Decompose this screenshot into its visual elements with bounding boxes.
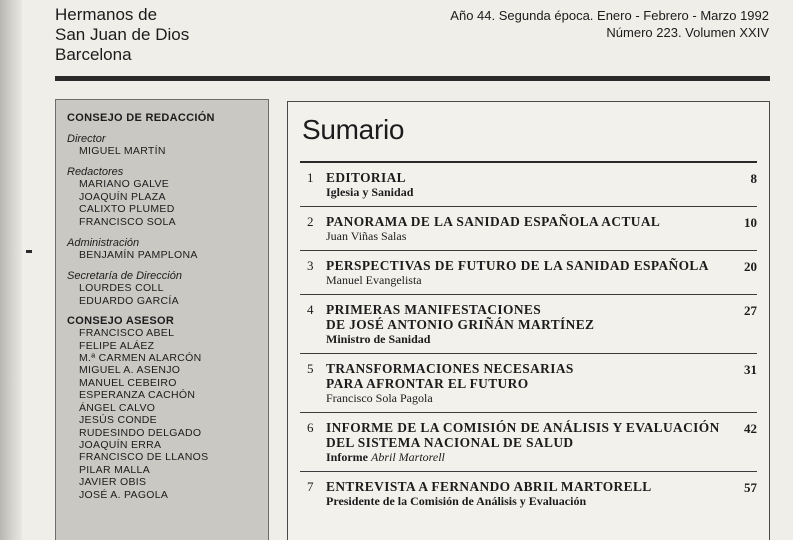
advisor-name: ÁNGEL CALVO (79, 401, 156, 414)
advisor-name: M.ª CARMEN ALARCÓN (79, 352, 202, 365)
issue-info (450, 7, 769, 41)
header-rule (55, 76, 770, 81)
entry-page-number: 10 (744, 215, 757, 230)
publisher-line: Barcelona (55, 45, 132, 64)
entry-title: PRIMERAS MANIFESTACIONES (326, 302, 542, 317)
editor-name: CALIXTO PLUMED (79, 203, 175, 216)
advisor-name: PILAR MALLA (79, 463, 150, 476)
entry-author: Juan Viñas Salas (326, 229, 407, 243)
advisor-name: FRANCISCO ABEL (79, 327, 175, 340)
issue-date-line: Año 44. Segunda época. Enero - Febrero - Marzo 1992 (450, 8, 769, 23)
entry-number: 3 (307, 258, 314, 273)
entry-number: 2 (307, 214, 314, 229)
editor-name: MARIANO GALVE (79, 178, 170, 191)
advisor-name: JESÚS CONDE (79, 414, 157, 427)
issue-number-line: Número 223. Volumen XXIV (606, 25, 769, 40)
entry-subtitle-italic: Abril Martorell (371, 450, 445, 464)
advisor-name: MIGUEL A. ASENJO (79, 364, 181, 377)
editor-name: JOAQUÍN PLAZA (79, 190, 166, 203)
advisory-board-list (67, 327, 258, 501)
advisor-name: FRANCISCO DE LLANOS (79, 451, 209, 464)
contents-entry[interactable] (300, 354, 757, 413)
entry-subtitle-prefix: Informe (326, 450, 368, 464)
director-name: MIGUEL MARTÍN (79, 145, 166, 157)
advisor-name: JAVIER OBIS (79, 476, 147, 489)
secretariat-label: Secretaría de Dirección (67, 270, 182, 283)
entry-subtitle (326, 450, 720, 465)
entry-title: PANORAMA DE LA SANIDAD ESPAÑOLA ACTUAL (326, 214, 661, 229)
entry-title-line-2: DE JOSÉ ANTONIO GRIÑÁN MARTÍNEZ (326, 317, 595, 332)
entry-author: Francisco Sola Pagola (326, 391, 433, 405)
entry-number: 4 (307, 302, 314, 317)
summary-title: Sumario (302, 114, 405, 145)
entry-title: PERSPECTIVAS DE FUTURO DE LA SANIDAD ESPAÑOLA (326, 258, 709, 273)
publisher-line: San Juan de Dios (55, 25, 190, 44)
advisor-name: JOSÉ A. PAGOLA (79, 488, 169, 501)
secretariat-name: EDUARDO GARCÍA (79, 294, 179, 307)
entry-subtitle: Ministro de Sanidad (326, 332, 431, 346)
advisory-board-heading: CONSEJO ASESOR (67, 315, 175, 328)
entry-title: INFORME DE LA COMISIÓN DE ANÁLISIS Y EVALUACIÓN (326, 420, 720, 435)
page-binding-edge (0, 0, 22, 540)
entry-page-number: 27 (744, 303, 757, 318)
table-of-contents (287, 101, 770, 540)
editors-label: Redactores (67, 166, 124, 179)
entry-page-number: 31 (744, 362, 757, 377)
editorial-board-heading: CONSEJO DE REDACCIÓN (67, 112, 215, 124)
contents-entry[interactable] (300, 472, 757, 515)
entry-title-line-2: PARA AFRONTAR EL FUTURO (326, 376, 529, 391)
director-label: Director (67, 133, 106, 145)
entry-page-number: 42 (744, 421, 757, 436)
advisor-name: RUDESINDO DELGADO (79, 426, 202, 439)
entry-title: ENTREVISTA A FERNANDO ABRIL MARTORELL (326, 479, 652, 494)
entry-page-number: 57 (744, 480, 757, 495)
entry-page-number: 8 (750, 171, 757, 186)
entry-number: 1 (307, 170, 314, 185)
contents-entry[interactable] (300, 163, 757, 207)
binding-mark (26, 250, 32, 253)
editorial-board-panel (55, 99, 269, 540)
entry-author: Manuel Evangelista (326, 273, 422, 287)
entry-title-line-2: DEL SISTEMA NACIONAL DE SALUD (326, 435, 574, 450)
entry-title: TRANSFORMACIONES NECESARIAS (326, 361, 574, 376)
entry-title: EDITORIAL (326, 170, 407, 185)
entry-page-number: 20 (744, 259, 757, 274)
publisher-name (55, 5, 189, 65)
entry-number: 7 (307, 479, 314, 494)
secretariat-name: LOURDES COLL (79, 282, 164, 295)
contents-entry[interactable] (300, 251, 757, 295)
advisor-name: ESPERANZA CACHÓN (79, 389, 196, 402)
administration-label: Administración (67, 237, 140, 250)
administration-name: BENJAMÍN PAMPLONA (79, 249, 198, 262)
contents-list (300, 163, 757, 515)
entry-subtitle: Iglesia y Sanidad (326, 185, 414, 199)
contents-entry[interactable] (300, 413, 757, 472)
entry-number: 5 (307, 361, 314, 376)
entry-subtitle: Presidente de la Comisión de Análisis y Evaluación (326, 494, 587, 508)
entry-number: 6 (307, 420, 314, 435)
publisher-line: Hermanos de (55, 5, 158, 24)
contents-entry[interactable] (300, 295, 757, 354)
advisor-name: JOAQUÍN ERRA (79, 438, 162, 451)
advisor-name: MANUEL CEBEIRO (79, 376, 177, 389)
contents-entry[interactable] (300, 207, 757, 251)
editor-name: FRANCISCO SOLA (79, 215, 176, 228)
advisor-name: FELIPE ALÁEZ (79, 339, 155, 352)
